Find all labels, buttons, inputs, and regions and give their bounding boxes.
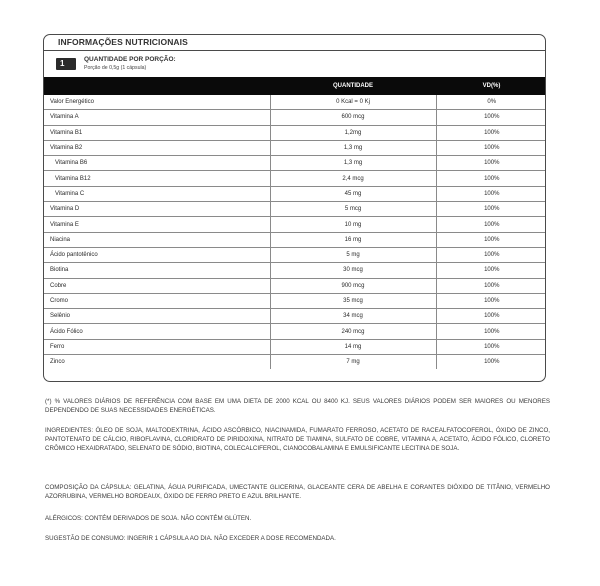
nutrient-vd: 100% <box>436 247 546 262</box>
reference-note: (*) % VALORES DIÁRIOS DE REFERÊNCIA COM BASE EM UMA DIETA DE 2000 KCAL OU 8400 KJ. SEUS VALORES DIÁRIOS PODEM SER MAIORES OU MENORES DEPENDENDO DE SUAS NECESSIDADES ENERGÉTICAS. <box>45 398 550 414</box>
nutrient-quantity: 34 mcg <box>270 309 436 324</box>
ingredients-text: INGREDIENTES: ÓLEO DE SOJA, MALTODEXTRINA, ÁCIDO ASCÓRBICO, NIACINAMIDA, FUMARATO FERROSO, ACETATO DE RACEALFATOCOFEROL, ÓXIDO DE ZINCO, PANTOTENATO DE CÁLCIO, RIBOFLAVINA, CLORIDRATO DE PIRIDOXINA, NITRATO DE TIAMINA, SULFATO DE COBRE, VITAMINA A, ACETATO, ÁCIDO FÓLICO, CLORETO CRÔMICO HEXAIDRATADO, SELENATO DE SÓDIO, BIOTINA, COLECALCIFEROL, CIANOCOBALAMINA E EMULSIFICANTE LECITINA DE SOJA. <box>45 427 550 452</box>
nutrient-name: Biotina <box>44 263 270 278</box>
nutrient-name: Vitamina B2 <box>44 140 270 155</box>
table-header-row <box>44 77 546 95</box>
table-row <box>44 339 546 354</box>
nutrient-name: Vitamina B6 <box>44 156 270 171</box>
nutrient-vd: 100% <box>436 293 546 308</box>
nutrient-vd: 100% <box>436 324 546 339</box>
nutrient-quantity: 14 mg <box>270 339 436 354</box>
portion-label: QUANTIDADE POR PORÇÃO: <box>84 56 176 63</box>
nutrient-name: Ácido Fólico <box>44 324 270 339</box>
nutrient-quantity: 1,3 mg <box>270 140 436 155</box>
table-row <box>44 140 546 155</box>
table-row <box>44 156 546 171</box>
nutrient-vd: 100% <box>436 171 546 186</box>
nutrient-quantity: 240 mcg <box>270 324 436 339</box>
nutrient-quantity: 900 mcg <box>270 278 436 293</box>
nutrient-quantity: 35 mcg <box>270 293 436 308</box>
nutrient-name: Ácido pantotênico <box>44 247 270 262</box>
nutrient-quantity: 600 mcg <box>270 110 436 125</box>
table-row <box>44 217 546 232</box>
table-row <box>44 355 546 370</box>
nutrient-vd: 100% <box>436 110 546 125</box>
nutrient-vd: 100% <box>436 232 546 247</box>
table-row <box>44 309 546 324</box>
capsule-composition-text: COMPOSIÇÃO DA CÁPSULA: GELATINA, ÁGUA PURIFICADA, UMECTANTE GLICERINA, GLACEANTE CERA DE ABELHA E CORANTES DIÓXIDO DE TITÂNIO, VERMELHO AZORRUBINA, VERMELHO BORDEAUX, ÓXIDO DE FERRO PRETO E AZUL BRILHANTE. <box>45 484 550 500</box>
table-row <box>44 125 546 140</box>
nutrient-name: Vitamina E <box>44 217 270 232</box>
nutrient-vd: 100% <box>436 263 546 278</box>
nutrient-vd: 100% <box>436 156 546 171</box>
nutrient-name: Vitamina C <box>44 186 270 201</box>
panel-title: INFORMAÇÕES NUTRICIONAIS <box>44 35 545 51</box>
nutrient-name: Vitamina B1 <box>44 125 270 140</box>
capsule-count-icon <box>56 58 76 70</box>
nutrient-name: Valor Energético <box>44 95 270 110</box>
nutrient-name: Vitamina A <box>44 110 270 125</box>
nutrient-vd: 100% <box>436 202 546 217</box>
header-vd: VD(%) <box>436 77 546 95</box>
nutrient-name: Selênio <box>44 309 270 324</box>
nutrient-vd: 100% <box>484 359 500 366</box>
table-row <box>44 186 546 201</box>
nutrient-vd: 100% <box>436 278 546 293</box>
usage-suggestion-text: SUGESTÃO DE CONSUMO: INGERIR 1 CÁPSULA AO DIA. NÃO EXCEDER A DOSE RECOMENDADA. <box>45 535 336 542</box>
allergens-text: ALÉRGICOS: CONTÉM DERIVADOS DE SOJA. NÃO CONTÉM GLÚTEN. <box>45 515 252 522</box>
nutrient-quantity: 1,3 mg <box>270 156 436 171</box>
nutrient-name: Cobre <box>44 278 270 293</box>
nutrient-quantity: 30 mcg <box>270 263 436 278</box>
nutrient-quantity: 10 mg <box>270 217 436 232</box>
table-row <box>44 263 546 278</box>
nutrient-quantity: 5 mcg <box>270 202 436 217</box>
nutrient-name: Cromo <box>44 293 270 308</box>
nutrition-facts-panel <box>43 34 546 382</box>
table-row <box>44 202 546 217</box>
nutrient-name: Ferro <box>44 339 270 354</box>
table-row <box>44 324 546 339</box>
header-quantity: QUANTIDADE <box>270 77 436 95</box>
nutrient-vd: 0% <box>436 95 546 110</box>
nutrient-quantity: 0 Kcal = 0 Kj <box>270 95 436 110</box>
nutrition-table <box>44 77 546 369</box>
nutrient-vd: 100% <box>436 339 546 354</box>
table-row <box>44 247 546 262</box>
header-nutrient <box>44 77 270 95</box>
nutrient-name: Vitamina B12 <box>44 171 270 186</box>
nutrient-name: Vitamina D <box>44 202 270 217</box>
capsule-count: 1 <box>60 59 65 68</box>
nutrient-quantity: 45 mg <box>270 186 436 201</box>
table-row <box>44 278 546 293</box>
nutrient-name: Niacina <box>44 232 270 247</box>
table-row <box>44 232 546 247</box>
nutrient-vd: 100% <box>436 217 546 232</box>
table-row <box>44 293 546 308</box>
nutrient-name: Zinco <box>44 355 270 370</box>
nutrient-quantity: 5 mg <box>270 247 436 262</box>
nutrient-vd: 100% <box>436 186 546 201</box>
nutrient-vd: 100% <box>436 309 546 324</box>
nutrient-quantity: 1,2mg <box>270 125 436 140</box>
portion-size: Porção de 0,5g (1 cápsula) <box>84 65 147 71</box>
portion-info <box>44 51 545 77</box>
nutrient-quantity: 16 mg <box>270 232 436 247</box>
table-row <box>44 95 546 110</box>
table-row <box>44 171 546 186</box>
nutrient-quantity: 2,4 mcg <box>270 171 436 186</box>
table-row <box>44 110 546 125</box>
nutrient-vd: 100% <box>436 125 546 140</box>
nutrient-quantity: 7 mg <box>270 355 436 370</box>
nutrient-vd: 100% <box>436 140 546 155</box>
